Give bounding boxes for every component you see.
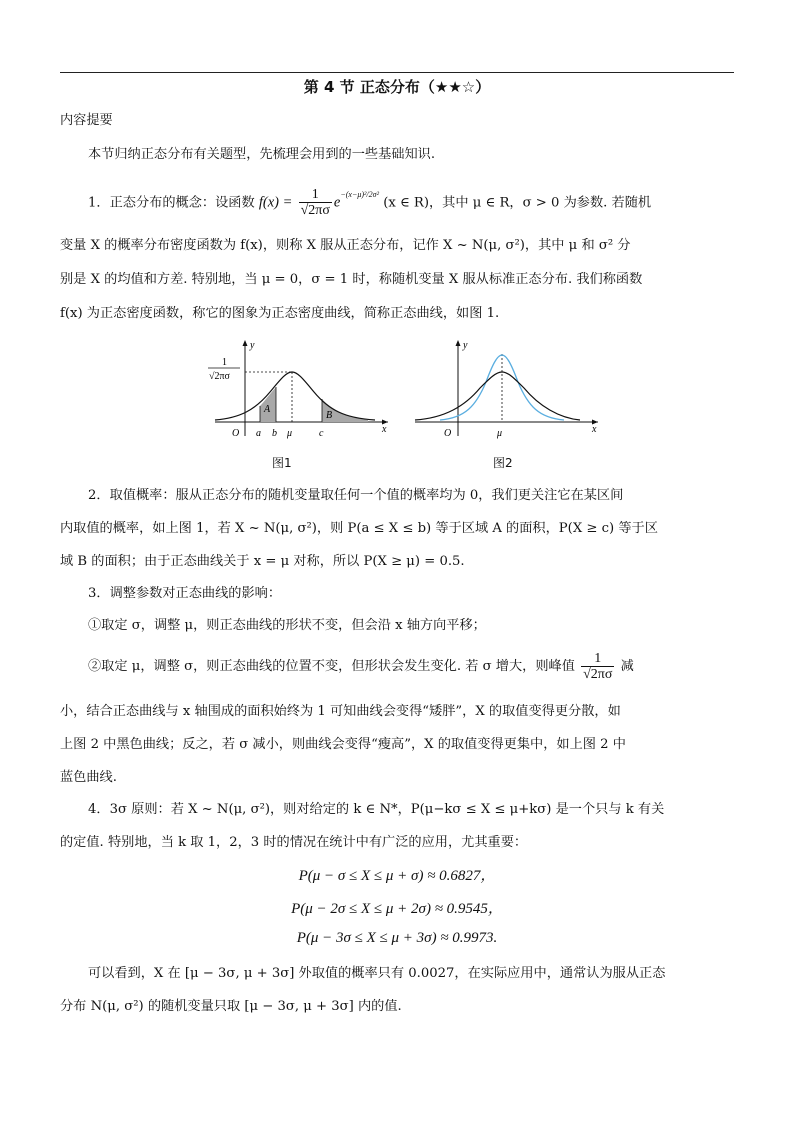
fig2-black-curve <box>415 372 580 420</box>
fraction-denominator: √2πσ <box>300 203 330 219</box>
point2-line3: 域 B 的面积；由于正态曲线关于 x = μ 对称，所以 P(X ≥ μ) = 0.5. <box>60 554 465 569</box>
tick-c-label: c <box>319 428 324 439</box>
fig1-origin: O <box>232 428 240 439</box>
figure1-normal-curve <box>200 336 400 446</box>
header-rule <box>60 72 734 73</box>
exp-base: e <box>333 194 341 211</box>
intro-paragraph: 本节归纳正态分布有关题型，先梳理会用到的一些基础知识. <box>88 147 436 162</box>
exp-exponent: −(x−μ)²/2σ² <box>340 190 379 199</box>
density-fraction <box>299 187 332 218</box>
tick-mu-label: μ <box>287 428 293 439</box>
tick-b-label: b <box>272 428 277 439</box>
region-a-label: A <box>264 404 271 415</box>
point3-item2-line4: 蓝色曲线. <box>60 770 117 785</box>
fig1-x-label: x <box>382 424 387 435</box>
point2-line1: 2．取值概率：服从正态分布的随机变量取任何一个值的概率均为 0，我们更关注它在某区间 <box>88 488 624 503</box>
figure2-normal-curves <box>410 336 610 446</box>
equation-2sigma: P(μ − 2σ ≤ X ≤ μ + 2σ) ≈ 0.9545， <box>291 901 503 917</box>
fig1-peak-den: √2πσ <box>209 371 230 382</box>
density-function-label: f(x) = <box>258 194 293 211</box>
point1-line2: 变量 X 的概率分布密度函数为 f(x)，则称 X 服从正态分布，记作 X ~ N(μ, σ²)，其中 μ 和 σ² 分 <box>60 238 631 253</box>
tick-a-label: a <box>256 428 261 439</box>
point1-line1 <box>88 182 734 220</box>
section-label: 内容提要 <box>60 113 113 128</box>
fig2-y-label: y <box>463 340 468 351</box>
fig2-y-arrow <box>456 340 461 346</box>
figure2-caption: 图2 <box>493 456 513 470</box>
conclusion-line2: 分布 N(μ, σ²) 的随机变量只取 [μ − 3σ, μ + 3σ] 内的值. <box>60 999 402 1014</box>
fig2-tick-mu: μ <box>497 428 503 439</box>
page-title: 第 4 节 正态分布（★★☆） <box>303 78 491 96</box>
fig1-curve <box>215 372 375 420</box>
point3-item2-line1 <box>88 650 734 684</box>
point3-heading: 3．调整参数对正态曲线的影响： <box>88 586 282 601</box>
point1-line3: 别是 X 的均值和方差. 特别地，当 μ = 0，σ = 1 时，称随机变量 X 服从标准正态分布. 我们称函数 <box>60 272 643 287</box>
point1-line4: f(x) 为正态密度函数，称它的图象为正态密度曲线，简称正态曲线，如图 1. <box>60 306 500 321</box>
point3-item1: ①取定 σ，调整 μ，则正态曲线的形状不变，但会沿 x 轴方向平移； <box>88 618 486 633</box>
equation-1sigma: P(μ − σ ≤ X ≤ μ + σ) ≈ 0.6827， <box>298 868 496 884</box>
conclusion-line1: 可以看到，X 在 [μ − 3σ, μ + 3σ] 外取值的概率只有 0.0027，在实际应用中，通常认为服从正态 <box>88 966 666 981</box>
point2-line2: 内取值的概率，如上图 1，若 X ~ N(μ, σ²)，则 P(a ≤ X ≤ b) 等于区域 A 的面积，P(X ≥ c) 等于区 <box>60 521 658 536</box>
fig1-peak-num: 1 <box>222 357 227 368</box>
point4-line2: 的定值. 特别地，当 k 取 1，2，3 时的情况在统计中有广泛的应用，尤其重要： <box>60 835 528 850</box>
point4-line1: 4．3σ 原则：若 X ~ N(μ, σ²)，则对给定的 k ∈ N*，P(μ−kσ ≤ X ≤ μ+kσ) 是一个只与 k 有关 <box>88 802 665 817</box>
peak-fraction-numerator: 1 <box>581 651 614 667</box>
fig2-x-label: x <box>592 424 597 435</box>
fig2-origin: O <box>444 428 452 439</box>
peak-value-fraction <box>581 651 614 682</box>
peak-fraction-denominator: √2πσ <box>583 667 613 682</box>
item2-text-a: ②取定 μ，调整 σ，则正态曲线的位置不变，但形状会发生变化. 若 σ 增大，则峰值 <box>88 659 575 674</box>
fig1-y-arrow <box>243 340 248 346</box>
region-b-label: B <box>326 410 333 421</box>
point3-item2-line3: 上图 2 中黑色曲线；反之，若 σ 减小，则曲线会变得“瘦高”，X 的取值变得更集中，如上图 2 中 <box>60 737 626 752</box>
equation-3sigma: P(μ − 3σ ≤ X ≤ μ + 3σ) ≈ 0.9973. <box>296 930 498 946</box>
point3-item2-line2: 小，结合正态曲线与 x 轴围成的面积始终为 1 可知曲线会变得“矮胖”，X 的取值变得更分散，如 <box>60 704 621 719</box>
item2-text-b: 减 <box>620 659 634 674</box>
fig1-y-label: y <box>250 340 255 351</box>
point1-text-a: 1．正态分布的概念：设函数 <box>88 195 255 211</box>
point1-text-b: (x ∈ R)，其中 μ ∈ R，σ > 0 为参数. 若随机 <box>383 195 652 211</box>
fraction-numerator: 1 <box>299 187 332 203</box>
figure1-caption: 图1 <box>272 456 292 470</box>
